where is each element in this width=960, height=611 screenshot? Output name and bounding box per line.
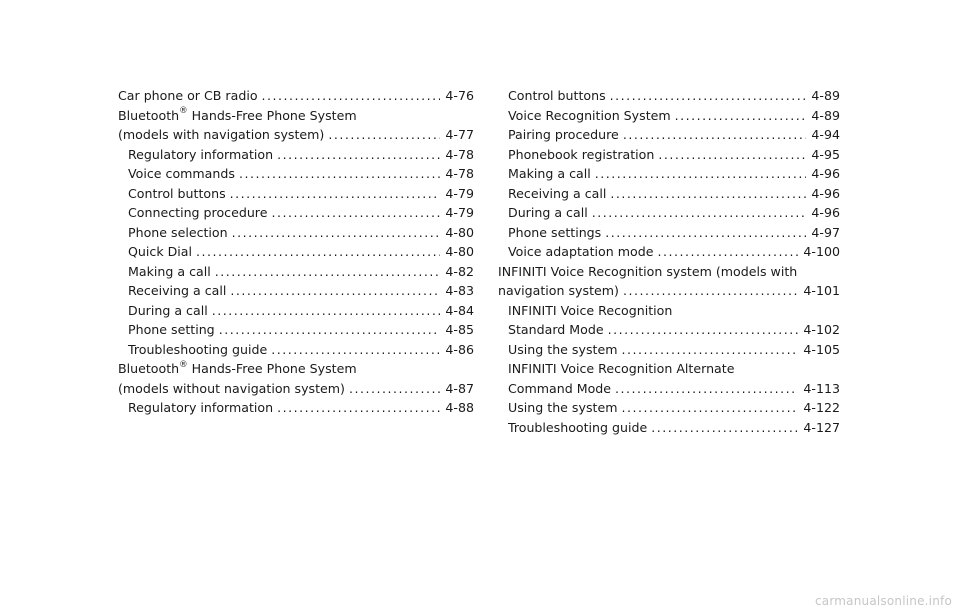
dot-leader	[610, 184, 806, 204]
dot-leader	[651, 418, 798, 438]
dot-leader	[595, 164, 807, 184]
dot-leader	[658, 145, 806, 165]
toc-entry[interactable]	[498, 184, 840, 204]
toc-entry[interactable]	[498, 262, 840, 301]
dot-leader	[196, 242, 440, 262]
toc-entry-page: 4-87	[445, 380, 474, 396]
toc-entry-page: 4-89	[811, 88, 840, 103]
dot-leader	[605, 223, 806, 243]
toc-entry-page: 4-80	[445, 244, 474, 259]
toc-entry-label: Voice commands	[128, 166, 235, 181]
toc-entry-title-line	[118, 106, 474, 126]
toc-entry-label: Phone setting	[128, 322, 215, 337]
toc-entry[interactable]	[498, 145, 840, 165]
toc-entry-label: During a call	[508, 205, 588, 220]
toc-entry-page: 4-76	[445, 88, 474, 103]
dot-leader	[328, 125, 440, 145]
dot-leader	[230, 184, 441, 204]
toc-entry-title-part: Bluetooth	[118, 107, 180, 123]
toc-entry-label: Receiving a call	[508, 185, 607, 201]
toc-entry-label: Phonebook registration	[508, 146, 655, 162]
toc-entry[interactable]	[118, 320, 474, 340]
toc-entry[interactable]	[118, 164, 474, 184]
toc-entry[interactable]	[498, 86, 840, 106]
toc-entry-page: 4-101	[803, 283, 840, 298]
toc-entry[interactable]	[118, 203, 474, 223]
toc-entry-page: 4-78	[445, 146, 474, 162]
dot-leader	[610, 86, 807, 106]
toc-entry[interactable]	[118, 184, 474, 204]
dot-leader	[239, 164, 440, 184]
toc-entry-label: Car phone or CB radio	[118, 88, 258, 103]
toc-entry-label: Standard Mode	[508, 322, 604, 337]
toc-entry-page: 4-77	[445, 127, 474, 142]
toc-entry-page: 4-113	[803, 380, 840, 396]
toc-entry-page: 4-83	[445, 283, 474, 298]
toc-entry-page: 4-79	[445, 205, 474, 220]
toc-entry-label: navigation system)	[498, 283, 619, 298]
toc-entry-page: 4-122	[803, 400, 840, 415]
toc-entry-label: Regulatory information	[128, 146, 274, 162]
toc-entry-page: 4-82	[445, 263, 474, 279]
toc-entry[interactable]	[498, 242, 840, 262]
toc-entry[interactable]	[118, 86, 474, 106]
toc-entry[interactable]	[498, 418, 840, 438]
dot-leader	[675, 106, 807, 126]
toc-entry-page: 4-96	[811, 205, 840, 220]
dot-leader	[277, 398, 440, 418]
toc-column-left	[118, 86, 474, 418]
toc-entry-page: 4-80	[445, 224, 474, 240]
toc-entry-title-line	[508, 301, 840, 321]
toc-entry-label: Control buttons	[128, 185, 226, 201]
toc-entry-page: 4-89	[811, 107, 840, 123]
toc-entry-label: Using the system	[508, 341, 618, 357]
toc-entry[interactable]	[118, 281, 474, 301]
toc-entry-title-part: Bluetooth	[118, 361, 180, 376]
dot-leader	[621, 340, 798, 360]
toc-entry-label: Quick Dial	[128, 244, 193, 259]
toc-entry-label: Voice Recognition System	[508, 107, 671, 123]
toc-entry-label: Command Mode	[508, 380, 612, 396]
toc-entry-page: 4-105	[803, 341, 840, 357]
toc-entry[interactable]	[498, 359, 840, 398]
toc-entry-page: 4-84	[445, 302, 474, 318]
toc-entry-label: Troubleshooting guide	[128, 341, 268, 357]
registered-mark: ®	[179, 106, 188, 117]
dot-leader	[615, 379, 798, 399]
toc-entry-title-part: Hands-Free Phone System	[187, 361, 357, 376]
toc-entry[interactable]	[118, 340, 474, 360]
toc-entry-label: Making a call	[128, 263, 211, 279]
watermark: carmanualsonline.info	[815, 594, 952, 608]
toc-entry[interactable]	[118, 223, 474, 243]
toc-entry[interactable]	[118, 242, 474, 262]
dot-leader	[215, 262, 441, 282]
toc-entry[interactable]	[118, 359, 474, 398]
toc-entry-label: During a call	[128, 302, 208, 318]
toc-entry-title-part: Hands-Free Phone System	[187, 107, 357, 123]
toc-entry[interactable]	[498, 340, 840, 360]
dot-leader	[271, 340, 440, 360]
toc-entry-label: Using the system	[508, 400, 618, 415]
toc-entry-page: 4-85	[445, 322, 474, 337]
toc-entry-title-line	[508, 359, 840, 379]
toc-entry-title-line	[118, 359, 474, 379]
dot-leader	[608, 320, 799, 340]
toc-entry-title-part: INFINITI Voice Recognition Alternate	[508, 361, 735, 376]
toc-entry[interactable]	[118, 398, 474, 418]
toc-entry-title-line	[498, 262, 840, 282]
toc-entry-page: 4-78	[445, 166, 474, 181]
toc-entry[interactable]	[498, 164, 840, 184]
toc-entry-page: 4-94	[811, 127, 840, 142]
toc-entry-page: 4-96	[811, 166, 840, 181]
toc-entry-label: (models without navigation system)	[118, 380, 345, 396]
dot-leader	[349, 379, 440, 399]
toc-entry-page: 4-96	[811, 185, 840, 201]
toc-entry-label: Receiving a call	[128, 283, 227, 298]
toc-entry-label: Control buttons	[508, 88, 606, 103]
dot-leader	[232, 223, 441, 243]
toc-entry-page: 4-79	[445, 185, 474, 201]
toc-entry[interactable]	[498, 106, 840, 126]
toc-entry[interactable]	[118, 262, 474, 282]
dot-leader	[592, 203, 807, 223]
toc-entry-label: Pairing procedure	[508, 127, 619, 142]
toc-entry-label: Regulatory information	[128, 400, 274, 415]
toc-entry-label: Phone settings	[508, 224, 602, 240]
dot-leader	[262, 86, 441, 106]
toc-entry[interactable]	[498, 223, 840, 243]
toc-entry-page: 4-88	[445, 400, 474, 415]
toc-entry[interactable]	[498, 125, 840, 145]
toc-entry[interactable]	[118, 145, 474, 165]
toc-entry-label: (models with navigation system)	[118, 127, 325, 142]
toc-entry-label: Connecting procedure	[128, 205, 268, 220]
toc-entry[interactable]	[118, 106, 474, 145]
dot-leader	[277, 145, 440, 165]
toc-entry[interactable]	[498, 301, 840, 340]
toc-entry-page: 4-86	[445, 341, 474, 357]
toc-entry-page: 4-100	[803, 244, 840, 259]
toc-entry-label: Making a call	[508, 166, 591, 181]
dot-leader	[271, 203, 440, 223]
toc-entry-label: Voice adaptation mode	[508, 244, 654, 259]
dot-leader	[623, 125, 807, 145]
dot-leader	[623, 281, 798, 301]
toc-entry-title-part: INFINITI Voice Recognition	[508, 302, 673, 318]
toc-entry-page: 4-97	[811, 224, 840, 240]
toc-entry-title-part: INFINITI Voice Recognition system (models with	[498, 263, 798, 279]
dot-leader	[212, 301, 441, 321]
toc-entry-page: 4-127	[803, 419, 840, 435]
dot-leader	[230, 281, 440, 301]
toc-entry-page: 4-95	[811, 146, 840, 162]
toc-column-right	[498, 86, 840, 437]
dot-leader	[219, 320, 441, 340]
toc-entry[interactable]	[498, 203, 840, 223]
toc-entry-label: Troubleshooting guide	[508, 419, 648, 435]
toc-entry[interactable]	[498, 398, 840, 418]
registered-mark: ®	[179, 359, 188, 370]
dot-leader	[621, 398, 798, 418]
toc-entry[interactable]	[118, 301, 474, 321]
dot-leader	[657, 242, 798, 262]
toc-entry-page: 4-102	[803, 322, 840, 337]
toc-entry-label: Phone selection	[128, 224, 228, 240]
